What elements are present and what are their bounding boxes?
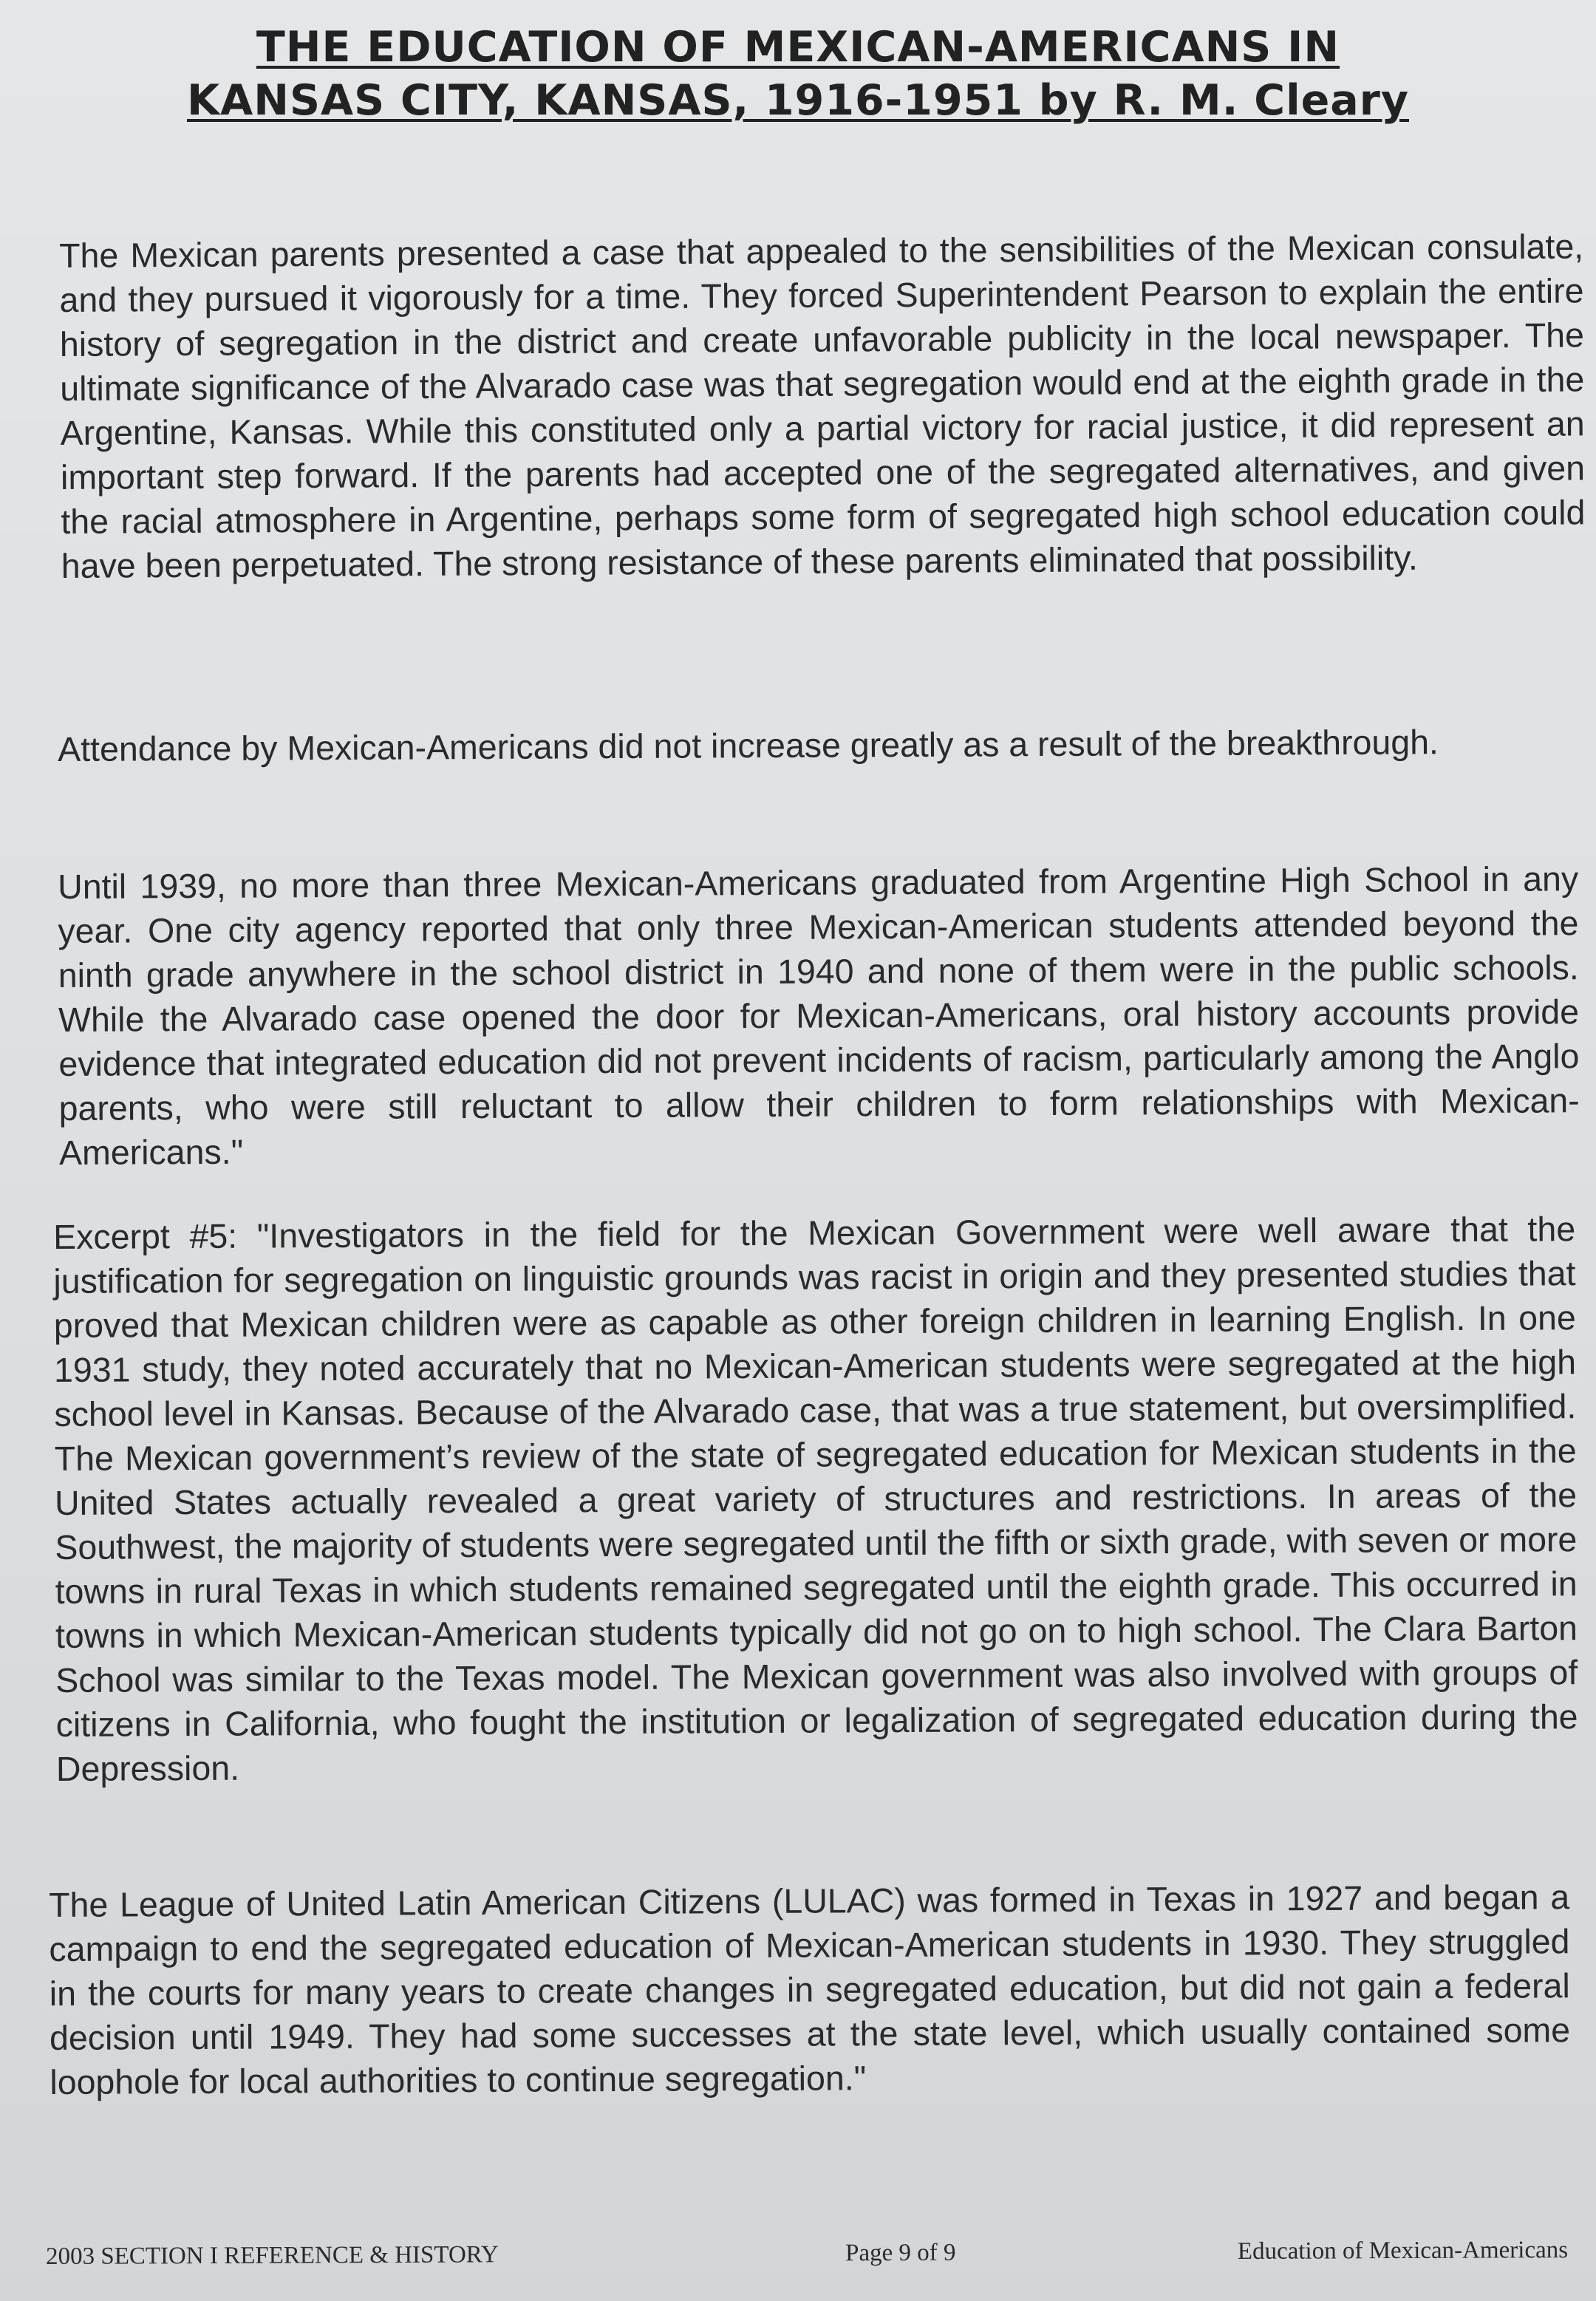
paragraph-4: Excerpt #5: "Investigators in the field for the Mexican Government were well aware that the justification for segregation on linguistic grounds was racist in origin and they presented studies that proved that Mexican children were as capable as other foreign children in learning English. In one 1931 study, they noted accurately that no Mexican-American students were segregated at the high school level in Kansas. Because of the Alvarado case, that was a true statement, but oversimplified. The Mexican government’s review of the state of segregated education for Mexican students in the United States actually revealed a great variety of structures and restrictions. In areas of the Southwest, the majority of students were segregated until the fifth or sixth grade, with seven or more towns in rural Texas in which students remained segregated until the eighth grade. This occurred in towns in which Mexican-American students typically did not go on to high school. The Clara Barton School was similar to the Texas model. The Mexican government was also involved with groups of citizens in California, who fought the institution or legalization of segregated education during the Depression. (53, 1210, 1578, 1788)
footer-section-label: 2003 SECTION I REFERENCE & HISTORY (46, 2241, 499, 2270)
footer-page-number: Page 9 of 9 (845, 2239, 956, 2267)
paragraph-5: The League of United Latin American Citizens (LULAC) was formed in Texas in 1927 and began a campaign to end the segregated education of Mexican-American students in 1930. They struggled in the courts for many years to create changes in segregated education, but did not gain a federal decision until 1949. They had some successes at the state level, which usually contained some loophole for local authorities to continue segregation." (49, 1878, 1571, 2101)
title-line-1: THE EDUCATION OF MEXICAN-AMERICANS IN (256, 23, 1340, 72)
title-line-2: KANSAS CITY, KANSAS, 1916-1951 by R. M. Cleary (186, 76, 1410, 125)
page-title (89, 21, 1507, 127)
paragraph-3: Until 1939, no more than three Mexican-Americans graduated from Argentine High School in any year. One city agency reported that only three Mexican-American students attended beyond the ninth grade anywhere in the school district in 1940 and none of them were in the public schools. While the Alvarado case opened the door for Mexican-Americans, oral history accounts provide evidence that integrated education did not prevent incidents of racism, particularly among the Anglo parents, who were still reluctant to allow their children to form relationships with Mexican-Americans." (58, 859, 1580, 1172)
paragraph-2: Attendance by Mexican-Americans did not increase greatly as a result of the breakthrough. (58, 723, 1439, 768)
paragraph-1: The Mexican parents presented a case that appealed to the sensibilities of the Mexican consulate, and they pursued it vigorously for a time. They forced Superintendent Pearson to explain the entire history of segregation in the district and create unfavorable publicity in the local newspaper. The ultimate significance of the Alvarado case was that segregation would end at the eighth grade in the Argentine, Kansas. While this constituted only a partial victory for racial justice, it did represent an important step forward. If the parents had accepted one of the segregated alternatives, and given the racial atmosphere in Argentine, perhaps some form of segregated high school education could have been perpetuated. The strong resistance of these parents eliminated that possibility. (59, 227, 1586, 585)
footer-document-title: Education of Mexican-Americans (1237, 2237, 1569, 2265)
page-footer (46, 2237, 1568, 2280)
